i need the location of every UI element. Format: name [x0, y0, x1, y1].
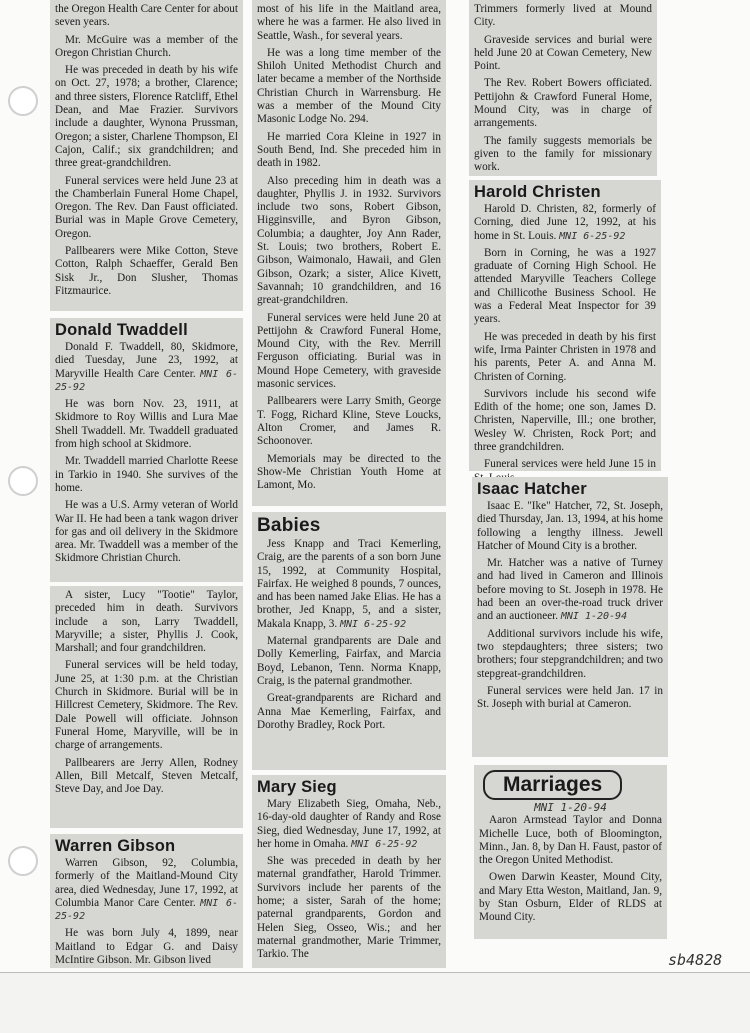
paragraph: He was preceded in death by his first wife, Irma Painter Christen in 1978 and his parents, Peter A. and Anna M. Christen of Corning. [474, 330, 656, 383]
paragraph: Also preceding him in death was a daughter, Phyllis J. in 1932. Survivors include two sons, Robert Gibson, Higginsville, and Byron Gibson, Columbia; a daughter, Joy Ann Rader, St. Louis; two brothers, Robert E. Gibson, Waimonalo, Hawaii, and Glen Gibson, Ozark; a sister, Alice Kivett, Savannah; 10 grandchildren, and 16 great-grandchildren. [257, 174, 441, 307]
handwritten-note: MNI 6-25-92 [351, 838, 418, 850]
paragraph: Mr. McGuire was a member of the Oregon Christian Church. [55, 33, 238, 59]
marriages-announcement [474, 765, 667, 939]
paragraph: Isaac E. "Ike" Hatcher, 72, St. Joseph, died Thursday, Jan. 13, 1994, at his home following a lengthy illness. Jewell Hatcher of Mound City is a brother. [477, 500, 663, 552]
obituary-mary-sieg-continued [469, 0, 657, 176]
paragraph: The family suggests memorials be given to the family for missionary work. [474, 134, 652, 174]
paragraph: Pallbearers were Larry Smith, George T. Fogg, Richard Kline, Steve Loucks, Alton Cromer, and James R. Schoonover. [257, 395, 441, 448]
paragraph: Trimmers formerly lived at Mound City. [474, 3, 652, 29]
paragraph: Maternal grandparents are Dale and Dolly Kemerling, Fairfax, and Marcia Boyd, Lebanon, Tenn. Norma Knapp, Craig, is the paternal grandmother. [257, 635, 441, 687]
handwritten-note: MNI 6-25-92 [559, 230, 626, 242]
obituary-heading: Isaac Hatcher [477, 480, 587, 498]
handwritten-note: MNI 6-25-92 [339, 618, 407, 630]
archive-code: sb4828 [668, 951, 723, 969]
paragraph: Pallbearers were Mike Cotton, Steve Cotton, Ralph Schaeffer, Gerald Ben Sisk Jr., Don Slusher, Thomas Fitzmaurice. [55, 245, 238, 297]
obituary-warren-gibson-continued [252, 0, 446, 506]
obituary-donald-twaddell [50, 318, 243, 582]
obituary-donald-twaddell-continued [50, 586, 243, 828]
obituary-mcguire-continued [50, 0, 243, 311]
paragraph: Great-grandparents are Richard and Anna Mae Kemerling, Fairfax, and Dorothy Bradley, Rock Port. [257, 692, 441, 731]
paragraph: the Oregon Health Care Center for about seven years. [55, 3, 238, 29]
babies-announcement [252, 512, 446, 770]
paragraph: Born in Corning, he was a 1927 graduate of Corning High School. He attended Maryville Teachers College and Chillicothe Business School. He was a Federal Meat Inspector for 39 years. [474, 246, 656, 326]
paragraph: Harold D. Christen, 82, formerly of Corning, died June 12, 1992, at his home in St. Louis. [474, 203, 656, 242]
paragraph: Pallbearers are Jerry Allen, Rodney Allen, Bill Metcalf, Steven Metcalf, Steve Day, and Joe Day. [55, 756, 238, 796]
paragraph: Funeral services will be held today, June 25, at 1:30 p.m. at the Christian Church in Skidmore. Burial will be in Hillcrest Cemetery, Skidmore. The Rev. Dale Powell will officiate. Johnson Funeral Home, Maryville, will be in charge of arrangements. [55, 659, 238, 752]
paragraph: Mary Elizabeth Sieg, Omaha, Neb., 16-day-old daughter of Randy and Rose Sieg, died Wednesday, June 17, 1992, at her home in Omaha. [257, 798, 441, 850]
paragraph: He was preceded in death by his wife on Oct. 27, 1978; a brother, Clarence; and three sisters, Florence Ratcliff, Ethel Dean, and Mae Frazier. Survivors include a daughter, Wynona Prussman, Oregon; a sister, Charlene Thompson, El Cajon, Calif.; six grandchildren; and three great-grandchildren. [55, 64, 238, 170]
handwritten-note: MNI 6-25-92 [55, 897, 239, 923]
obituary-mary-sieg [252, 775, 446, 968]
paragraph: Survivors include his second wife Edith of the home; one son, James D. Christen, Naperville, Ill.; one brother, Wesley W. Christen, Rock Port; and three grandchildren. [474, 387, 656, 454]
paragraph: most of his life in the Maitland area, where he was a farmer. He also lived in Seattle, Wash., for several years. [257, 3, 441, 42]
obituary-harold-christen [469, 180, 661, 471]
paragraph: Mr. Twaddell married Charlotte Reese in Tarkio in 1940. She survives of the home. [55, 455, 238, 494]
paragraph: Warren Gibson, 92, Columbia, formerly of the Maitland-Mound City area, died Wednesday, June 17, 1992, at Columbia Manor Care Center. [55, 857, 238, 909]
paragraph: Graveside services and burial were held June 20 at Cowan Cemetery, New Point. [474, 33, 652, 73]
handwritten-note: MNI 6-25-92 [55, 368, 239, 393]
paragraph: He was born Nov. 23, 1911, at Skidmore to Roy Willis and Lura Mae Shell Twaddell. Mr. Twaddell graduated from high school at Skidmore. [55, 398, 238, 451]
binder-hole [8, 86, 38, 116]
paragraph: Mr. Hatcher was a native of Turney and had lived in Cameron and Illinois before moving to St. Joseph in 1978. He had been an over-the-road truck driver and an auctioneer. [477, 557, 663, 623]
obituary-heading: Warren Gibson [55, 837, 176, 855]
handwritten-note: MNI 1-20-94 [560, 611, 628, 623]
paragraph: Memorials may be directed to the Show-Me Christian Youth Home at Lamont, Mo. [257, 452, 441, 492]
obituary-heading: Harold Christen [474, 183, 601, 201]
obituary-heading: Donald Twaddell [55, 321, 188, 339]
paragraph: She was preceded in death by her maternal grandfather, Harold Trimmer. Survivors include her parents of the home; a sister, Sarah of the home; paternal grandparents, Gordon and Helen Sieg, Osseo, Wis.; and her maternal grandmother, Marie Trimmer, Tarkio. The [257, 855, 441, 961]
paragraph: He was a U.S. Army veteran of World War II. He had been a tank wagon driver for gas and oil delivery in the Skidmore area. Mr. Twaddell was a member of the Skidmore Christian Church. [55, 499, 238, 565]
paragraph: Owen Darwin Keaster, Mound City, and Mary Etta Weston, Maitland, Jan. 9, by Stan Osburn, Elder of RLDS at Mound City. [479, 871, 662, 924]
paragraph: A sister, Lucy "Tootie" Taylor, preceded him in death. Survivors include a son, Larry Twaddell, Maryville; a sister, Phyllis J. Cook, Marshall; and four grandchildren. [55, 589, 238, 655]
paragraph: Aaron Armstead Taylor and Donna Michelle Luce, both of Bloomington, Minn., Jan. 8, by Dan H. Faust, pastor of the Oregon United Methodist. [479, 814, 662, 867]
paragraph: Funeral services were held Jan. 17 in St. Joseph with burial at Cameron. [477, 684, 663, 711]
paragraph: He married Cora Kleine in 1927 in South Bend, Ind. She preceded him in death in 1982. [257, 130, 441, 170]
paragraph: Funeral services were held June 23 at the Chamberlain Funeral Home Chapel, Oregon. The Rev. Dan Faust officiated. Burial was in Maple Grove Cemetery, Oregon. [55, 174, 238, 240]
paragraph: He was a long time member of the Shiloh United Methodist Church and later became a member of the Northside Christian Church in Warrensburg. He was a member of the Mound City Masonic Lodge No. 294. [257, 46, 441, 126]
paragraph: Additional survivors include his wife, two stepdaughters; three sisters; two brothers; four stepgrandchildren; and two stepgreat-grandchildren. [477, 627, 663, 680]
paragraph: The Rev. Robert Bowers officiated. Pettijohn & Crawford Funeral Home, Mound City, was in charge of arrangements. [474, 77, 652, 130]
paragraph: Funeral services were held June 15 in [484, 458, 656, 471]
paragraph: He was born July 4, 1899, near Maitland to Edgar G. and Daisy McIntire Gibson. Mr. Gibson lived [55, 927, 238, 967]
paragraph: Donald F. Twaddell, 80, Skidmore, died Tuesday, June 23, 1992, at Maryville Health Care Center. [55, 341, 238, 380]
obituary-warren-gibson [50, 834, 243, 968]
section-heading: Babies [257, 515, 321, 536]
handwritten-note: MNI 1-20-94 [534, 801, 607, 814]
paragraph: Funeral services were held June 20 at Pettijohn & Crawford Funeral Home, Mound City, with the Rev. Merrill Ferguson officiating. Burial was in Mound Hope Cemetery, with graveside masonic services. [257, 311, 441, 391]
binder-hole [8, 466, 38, 496]
section-heading: Marriages [483, 770, 622, 800]
binder-hole [8, 846, 38, 876]
obituary-isaac-hatcher [472, 477, 668, 757]
paragraph: Jess Knapp and Traci Kemerling, Craig, are the parents of a son born June 15, 1992, at Community Hospital, Fairfax. He weighed 8 pounds, 7 ounces, and has been named Jake Elias. He has a brother, Jed Knapp, 5, and a sister, Makala Knapp, 3. [257, 538, 441, 630]
obituary-heading: Mary Sieg [257, 778, 337, 796]
